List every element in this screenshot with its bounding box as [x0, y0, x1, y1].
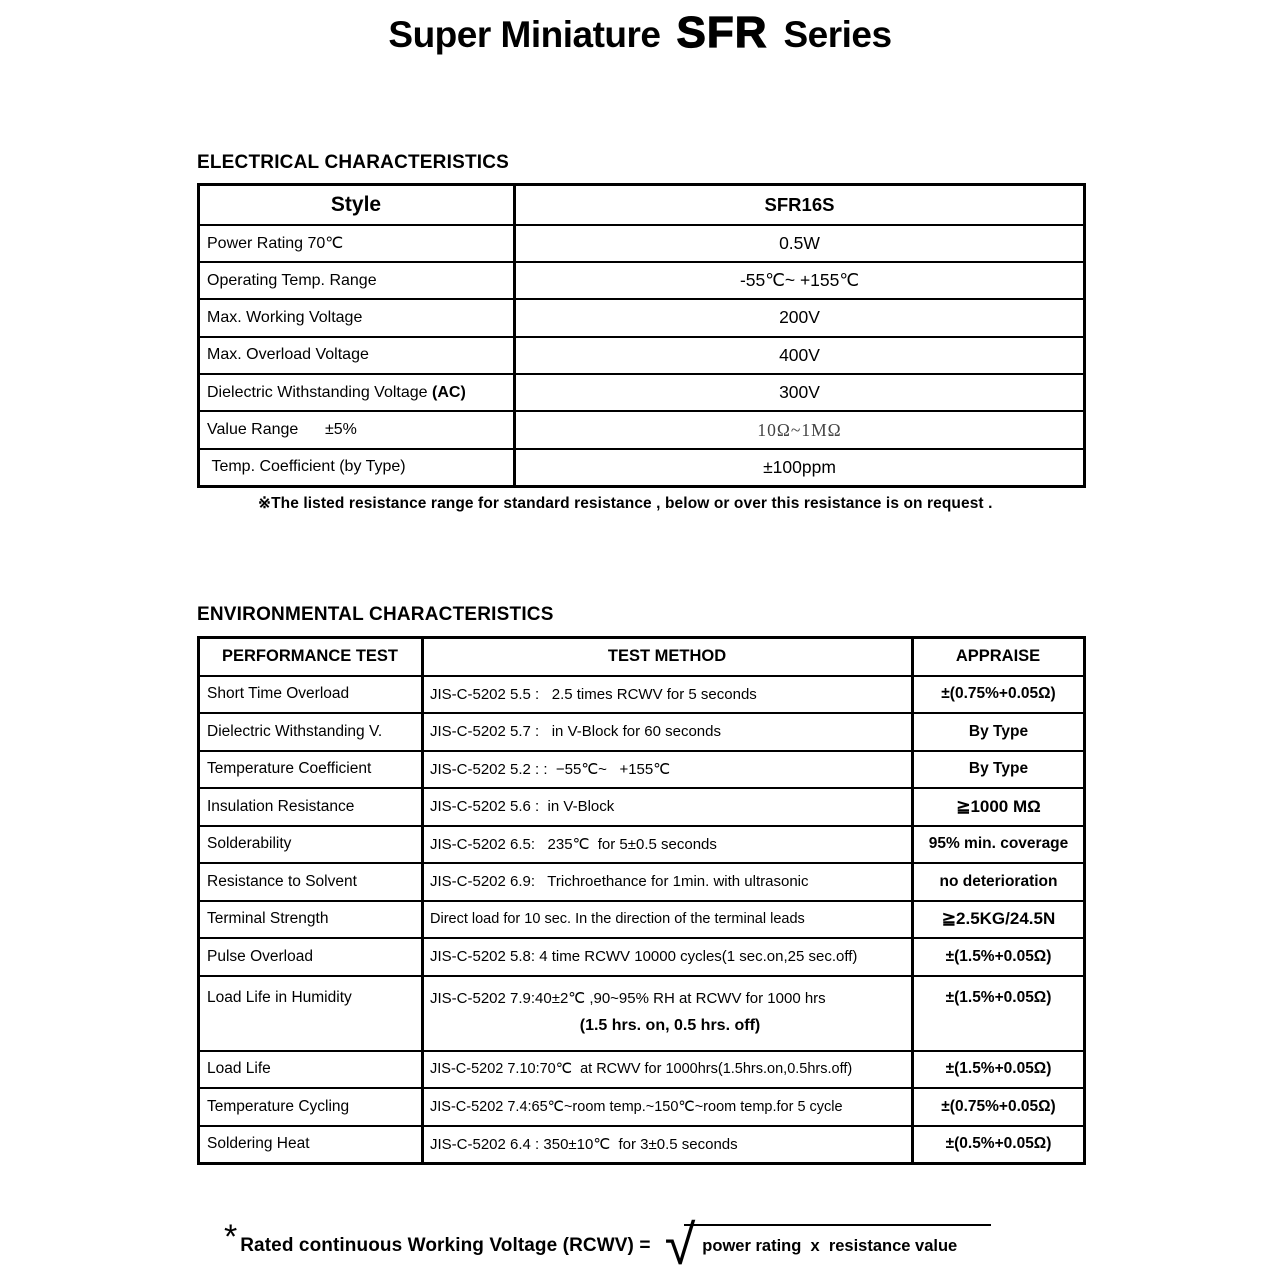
cell-appraise: no deterioration — [913, 863, 1085, 901]
cell-method: JIS-C-5202 7.10:70℃ at RCWV for 1000hrs(1.5hrs.on,0.5hrs.off) — [423, 1051, 913, 1089]
cell-appraise: By Type — [913, 751, 1085, 789]
table-row — [199, 788, 1085, 826]
row-label-text: Dielectric Withstanding Voltage — [207, 383, 432, 401]
radicand: power rating x resistance value — [684, 1224, 991, 1256]
cell-test: Short Time Overload — [199, 676, 423, 714]
electrical-section-heading: ELECTRICAL CHARACTERISTICS — [197, 152, 510, 173]
rcwv-formula — [224, 1213, 991, 1276]
cell-test: Temperature Cycling — [199, 1088, 423, 1126]
row-value: 300V — [515, 374, 1085, 411]
cell-test: Dielectric Withstanding V. — [199, 713, 423, 751]
cell-appraise: ±(0.5%+0.05Ω) — [913, 1126, 1085, 1164]
table-row — [199, 411, 1085, 448]
table-row — [199, 751, 1085, 789]
asterisk-mark: * — [224, 1218, 238, 1256]
cell-appraise: 95% min. coverage — [913, 826, 1085, 864]
cell-method: JIS-C-5202 7.4:65℃~room temp.~150℃~room temp.for 5 cycle — [423, 1088, 913, 1126]
cell-method: JIS-C-5202 6.5: 235℃ for 5±0.5 seconds — [423, 826, 913, 864]
table-row — [199, 262, 1085, 299]
table-row — [199, 976, 1085, 1051]
row-label — [199, 374, 515, 411]
row-label: Operating Temp. Range — [199, 262, 515, 299]
square-root — [664, 1213, 992, 1276]
row-label: Temp. Coefficient (by Type) — [199, 449, 515, 486]
environmental-section-heading: ENVIRONMENTAL CHARACTERISTICS — [197, 604, 554, 625]
cell-method — [423, 976, 913, 1051]
radical-sign: √ — [664, 1213, 696, 1276]
header-performance-test: PERFORMANCE TEST — [199, 638, 423, 676]
cell-method: JIS-C-5202 5.5 : 2.5 times RCWV for 5 seconds — [423, 676, 913, 714]
cell-test: Pulse Overload — [199, 938, 423, 976]
cell-test: Temperature Coefficient — [199, 751, 423, 789]
table-row — [199, 1088, 1085, 1126]
cell-appraise: ±(1.5%+0.05Ω) — [913, 1051, 1085, 1089]
cell-method: JIS-C-5202 5.2 : : −55℃~ +155℃ — [423, 751, 913, 789]
row-value: 400V — [515, 337, 1085, 374]
cell-method: JIS-C-5202 5.7 : in V-Block for 60 seconds — [423, 713, 913, 751]
title-part2: Series — [783, 14, 892, 55]
cell-appraise: ±(1.5%+0.05Ω) — [913, 938, 1085, 976]
cell-method: Direct load for 10 sec. In the direction of the terminal leads — [423, 901, 913, 939]
cell-method: JIS-C-5202 6.9: Trichroethance for 1min. with ultrasonic — [423, 863, 913, 901]
row-label: Max. Working Voltage — [199, 299, 515, 336]
resistance-range-footnote: ※The listed resistance range for standard resistance , below or over this resistance is on request . — [258, 495, 993, 512]
table-header-row — [199, 185, 1085, 225]
cell-test: Soldering Heat — [199, 1126, 423, 1164]
cell-appraise: By Type — [913, 713, 1085, 751]
row-value: -55℃~ +155℃ — [515, 262, 1085, 299]
table-row — [199, 863, 1085, 901]
header-appraise: APPRAISE — [913, 638, 1085, 676]
table-row — [199, 1126, 1085, 1164]
row-value: 10Ω~1MΩ — [515, 411, 1085, 448]
header-model: SFR16S — [515, 185, 1085, 225]
cell-appraise: ≧1000 MΩ — [913, 788, 1085, 826]
cell-appraise: ±(1.5%+0.05Ω) — [913, 976, 1085, 1051]
cell-appraise: ±(0.75%+0.05Ω) — [913, 676, 1085, 714]
table-row — [199, 676, 1085, 714]
cell-test: Load Life — [199, 1051, 423, 1089]
row-label-bold: (AC) — [432, 383, 466, 401]
title-brand: SFR — [676, 8, 768, 57]
formula-text: Rated continuous Working Voltage (RCWV) = — [240, 1235, 651, 1256]
cell-test: Solderability — [199, 826, 423, 864]
row-value: ±100ppm — [515, 449, 1085, 486]
row-label: Value Range ±5% — [199, 411, 515, 448]
cell-test: Resistance to Solvent — [199, 863, 423, 901]
table-row — [199, 938, 1085, 976]
table-row — [199, 826, 1085, 864]
row-value: 200V — [515, 299, 1085, 336]
cell-test: Terminal Strength — [199, 901, 423, 939]
method-line2: (1.5 hrs. on, 0.5 hrs. off) — [579, 1016, 761, 1034]
page-title — [0, 8, 1280, 58]
table-row — [199, 374, 1085, 411]
table-row — [199, 225, 1085, 262]
header-test-method: TEST METHOD — [423, 638, 913, 676]
table-row — [199, 713, 1085, 751]
row-value: 0.5W — [515, 225, 1085, 262]
table-row — [199, 337, 1085, 374]
row-label: Max. Overload Voltage — [199, 337, 515, 374]
cell-test: Insulation Resistance — [199, 788, 423, 826]
cell-method: JIS-C-5202 6.4 : 350±10℃ for 3±0.5 seconds — [423, 1126, 913, 1164]
table-row — [199, 1051, 1085, 1089]
environmental-characteristics-table — [197, 636, 1086, 1165]
cell-method: JIS-C-5202 5.8: 4 time RCWV 10000 cycles(1 sec.on,25 sec.off) — [423, 938, 913, 976]
method-line1: JIS-C-5202 7.9:40±2℃ ,90~95% RH at RCWV for 1000 hrs — [430, 989, 826, 1007]
cell-appraise: ±(0.75%+0.05Ω) — [913, 1088, 1085, 1126]
electrical-characteristics-table — [197, 183, 1086, 488]
cell-appraise: ≧2.5KG/24.5N — [913, 901, 1085, 939]
table-row — [199, 299, 1085, 336]
header-style: Style — [199, 185, 515, 225]
row-label: Power Rating 70℃ — [199, 225, 515, 262]
title-part1: Super Miniature — [388, 14, 661, 55]
table-header-row — [199, 638, 1085, 676]
table-row — [199, 901, 1085, 939]
cell-test: Load Life in Humidity — [199, 976, 423, 1051]
table-row — [199, 449, 1085, 486]
cell-method: JIS-C-5202 5.6 : in V-Block — [423, 788, 913, 826]
